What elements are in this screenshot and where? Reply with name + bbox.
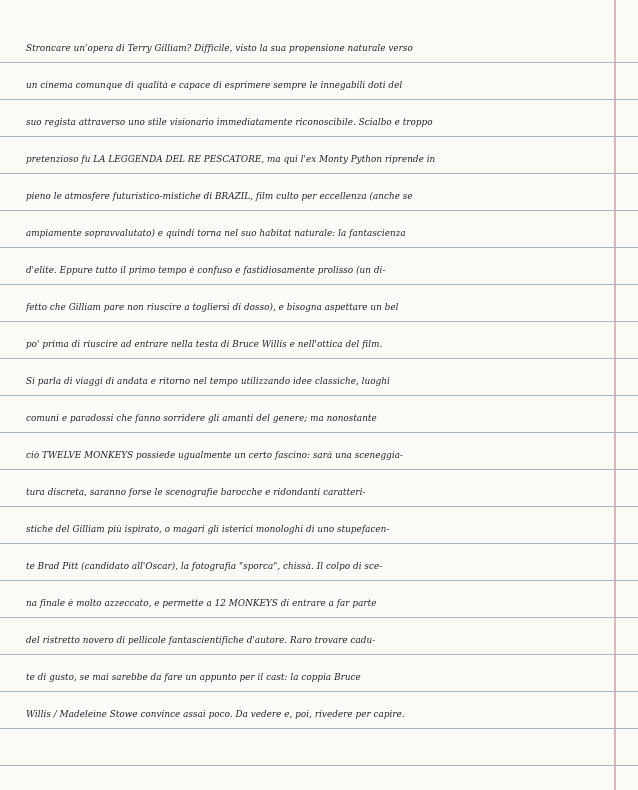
text-line: stiche del Gilliam più ispirato, o magari gli isterici monologhi di uno stupefacen- [26, 525, 390, 535]
text-line: fetto che Gilliam pare non riuscire a togliersi di dosso), e bisogna aspettare un bel [26, 303, 399, 313]
ruled-line [0, 506, 638, 507]
ruled-line [0, 210, 638, 211]
text-line: un cinema comunque di qualità e capace di esprimere sempre le innegabili doti del [26, 81, 403, 91]
ruled-line [0, 358, 638, 359]
ruled-line [0, 136, 638, 137]
ruled-line [0, 99, 638, 100]
ruled-line [0, 580, 638, 581]
ruled-line [0, 432, 638, 433]
text-line: ciò TWELVE MONKEYS possiede ugualmente un certo fascino: sarà una sceneggia- [26, 451, 404, 461]
ruled-line [0, 247, 638, 248]
ruled-line [0, 62, 638, 63]
ruled-line [0, 284, 638, 285]
ruled-line [0, 654, 638, 655]
text-line: Willis / Madeleine Stowe convince assai poco. Da vedere e, poi, rivedere per capire. [26, 710, 405, 720]
text-line: suo regista attraverso uno stile visionario immediatamente riconoscibile. Scialbo e troppo [26, 118, 433, 128]
text-line: del ristretto novero di pellicole fantascientifiche d'autore. Raro trovare cadu- [26, 636, 376, 646]
ruled-line [0, 321, 638, 322]
text-line: Si parla di viaggi di andata e ritorno nel tempo utilizzando idee classiche, luoghi [26, 377, 390, 387]
ruled-line [0, 765, 638, 766]
text-line: te Brad Pitt (candidato all'Oscar), la fotografia "sporca", chissà. Il colpo di sce- [26, 562, 383, 572]
text-line: comuni e paradossi che fanno sorridere gli amanti del genere; ma nonostante [26, 414, 377, 424]
ruled-line [0, 691, 638, 692]
ruled-line [0, 173, 638, 174]
ruled-line [0, 728, 638, 729]
ruled-line [0, 395, 638, 396]
text-line: Stroncare un'opera di Terry Gilliam? Difficile, visto la sua propensione naturale verso [26, 44, 413, 54]
text-line: d'elite. Eppure tutto il primo tempo è confuso e fastidiosamente prolisso (un di- [26, 266, 386, 276]
text-line: pieno le atmosfere futuristico-mistiche di BRAZIL, film culto per eccellenza (anche se [26, 192, 413, 202]
ruled-line [0, 469, 638, 470]
text-line: te di gusto, se mai sarebbe da fare un appunto per il cast: la coppia Bruce [26, 673, 361, 683]
text-line: pretenzioso fu LA LEGGENDA DEL RE PESCATORE, ma qui l'ex Monty Python riprende in [26, 155, 436, 165]
ruled-line [0, 543, 638, 544]
text-line: ampiamente sopravvalutato) e quindi torna nel suo habitat naturale: la fantascienza [26, 229, 406, 239]
text-line: tura discreta, saranno forse le scenografie barocche e ridondanti caratteri- [26, 488, 366, 498]
ruled-line [0, 617, 638, 618]
text-line: po' prima di riuscire ad entrare nella testa di Bruce Willis e nell'ottica del film. [26, 340, 383, 350]
text-line: na finale è molto azzeccato, e permette a 12 MONKEYS di entrare a far parte [26, 599, 377, 609]
